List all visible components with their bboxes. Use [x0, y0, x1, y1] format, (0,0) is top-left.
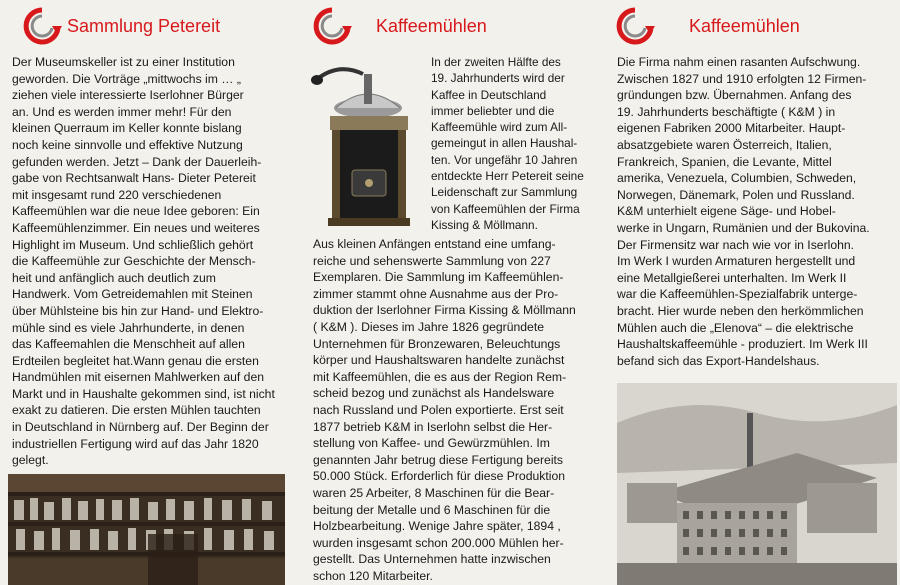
- column-heading: [605, 2, 900, 46]
- text-line: Kaffeemühlenzimmer. Ein neues und weiteres: [12, 220, 260, 235]
- text-line: eigenen Fabriken 2000 Mitarbeiter. Haupt-: [617, 121, 846, 136]
- text-line: Exemplaren. Die Sammlung im Kaffeemühlen-: [313, 270, 564, 285]
- text-line: gemeingut in allen Haushal-: [431, 136, 578, 151]
- text-line: mühle sind es viele Jahrhunderte, in denen: [12, 320, 245, 335]
- text-line: Markt und in Haushalte gekommen sind, ist nicht: [12, 386, 275, 401]
- text-line: über Mühlsteine bis hin zur Hand- und Elektro-: [12, 303, 264, 318]
- text-line: Kaffeemühlen war die neue Idee geboren: Ein: [12, 204, 260, 219]
- text-line: Die Firma nahm einen rasanten Aufschwung.: [617, 55, 861, 69]
- text-line: Kissing & Möllmann.: [431, 217, 538, 232]
- text-line: ten. Vor ungefähr 10 Jahren: [431, 152, 578, 167]
- text-line: war die Kaffeemühlen-Spezialfabrik unterge-: [617, 287, 858, 302]
- text-line: befand sich das Export-Handelshaus.: [617, 353, 820, 368]
- text-line: Leidenschaft zur Sammlung: [431, 185, 578, 200]
- text-line: Handwerk. Vom Getreidemahlen mit Steinen: [12, 287, 253, 302]
- text-line: immer beliebter und die: [431, 103, 555, 118]
- red-arrow-swirl-logo-icon: [22, 6, 62, 46]
- text-line: scheid bezog und zunächst als Handelsware: [313, 386, 555, 401]
- text-line: bracht. Hier wurde neben den herkömmlichen: [617, 303, 864, 318]
- column-heading: [300, 2, 605, 46]
- text-line: stellung von Kaffee- und Gewürzmühlen. Im: [313, 436, 550, 451]
- text-line: Kaffee in Deutschland: [431, 87, 547, 102]
- text-line: mit Kaffeemühlen, die es aus der Region Rem-: [313, 369, 567, 384]
- text-line: Kaffeemühle wird zum All-: [431, 120, 568, 135]
- text-line: Haushaltskaffeemühle - produziert. Im Werk III: [617, 337, 868, 352]
- text-line: Norwegen, Dänemark, Polen und Russland.: [617, 187, 855, 202]
- text-line: genannten Jahr betrug diese Fertigung bereits: [313, 452, 564, 467]
- text-line: wurden insgesamt schon 200.000 Mühlen her-: [313, 535, 564, 550]
- text-line: reiche und sehenswerte Sammlung von 227: [313, 253, 551, 268]
- text-line: In der zweiten Hälfte des: [431, 55, 561, 69]
- text-line: 1877 betrieb K&M in Iserlohn selbst die Her-: [313, 419, 553, 434]
- intro-text: [431, 54, 601, 233]
- factory-illustration: [617, 383, 897, 585]
- text-line: duktion der Iserlohner Firma Kissing & Möllmann: [313, 303, 576, 318]
- text-line: beitung der Metalle und 6 Maschinen für die: [313, 502, 551, 517]
- column-kaffeemuehlen-1: [300, 0, 605, 585]
- text-line: mit insgesamt rund 220 verschiedenen: [12, 187, 222, 202]
- column-heading: [0, 2, 300, 46]
- text-line: gestellt. Das Unternehmen hatte inzwischen: [313, 552, 551, 567]
- text-line: Unternehmen für Bronzewaren, Beleuchtungs: [313, 336, 561, 351]
- text-line: Handmühlen mit eisernen Mahlwerken auf den: [12, 370, 265, 385]
- museum-cellar-photo: [8, 474, 285, 585]
- text-line: werke in Ungarn, Rumänien und der Bukovina.: [617, 220, 870, 235]
- red-arrow-swirl-logo-icon: [312, 6, 352, 46]
- body-text: [12, 54, 282, 469]
- coffee-grinder-image: [308, 60, 426, 230]
- body-text: [313, 236, 602, 584]
- text-line: die Kaffeemühle zur Geschichte der Mensch-: [12, 254, 256, 269]
- text-line: gefunden werden. Jetzt – Dank der Dauerleih-: [12, 154, 262, 169]
- text-line: industriellen Fertigung wird auf das Jahr 1820: [12, 436, 259, 451]
- text-line: an. Und es werden immer mehr! Für den: [12, 104, 232, 119]
- text-line: nach Russland und Polen exportierte. Erst seit: [313, 402, 564, 417]
- text-line: Der Firmensitz war nach wie vor in Iserlohn.: [617, 237, 855, 252]
- text-line: gabe von Rechtsanwalt Hans- Dieter Petereit: [12, 171, 256, 186]
- heading-title: Sammlung Petereit: [67, 16, 221, 36]
- text-line: entdeckte Herr Petereit seine: [431, 169, 584, 184]
- text-line: 19. Jahrhunderts beschäftigte ( K&M ) in: [617, 104, 836, 119]
- text-line: 19. Jahrhunderts wird der: [431, 71, 565, 86]
- red-arrow-swirl-logo-icon: [615, 6, 655, 46]
- text-line: in Deutschland in Nürnberg auf. Der Beginn der: [12, 420, 269, 435]
- text-line: 50.000 Stück. Erforderlich für diese Produktion: [313, 469, 566, 484]
- text-line: das Kaffeemahlen die Menschheit auf allen: [12, 337, 245, 352]
- text-line: ziehen viele interessierte Iserlohner Bürger: [12, 88, 244, 103]
- body-text: [617, 54, 894, 369]
- text-line: körper und Haushaltswaren handelte zunächst: [313, 353, 565, 368]
- column-sammlung-petereit: [0, 0, 300, 585]
- text-line: exakt zu datieren. Die ersten Mühlen tauchten: [12, 403, 261, 418]
- text-line: Highlight im Museum. Und schließlich gehört: [12, 237, 254, 252]
- heading-title: Kaffeemühlen: [376, 16, 487, 36]
- text-line: K&M unterhielt eigene Säge- und Hobel-: [617, 204, 836, 219]
- text-line: noch keine sinnvolle und effektive Nutzung: [12, 137, 243, 152]
- text-line: Zwischen 1827 und 1910 erfolgten 12 Firmen-: [617, 71, 867, 86]
- text-line: geworden. Die Vorträge „mittwochs im … „: [12, 71, 241, 86]
- text-line: heit und anfänglich auch deutlich zum: [12, 270, 216, 285]
- text-line: Aus kleinen Anfängen entstand eine umfang-: [313, 237, 556, 251]
- text-line: kleinen Querraum im Keller konnte bislang: [12, 121, 242, 136]
- text-line: schon 120 Mitarbeiter.: [313, 568, 433, 583]
- text-line: Im Werk I wurden Armaturen hergestellt und: [617, 254, 856, 269]
- text-line: Frankreich, Spanien, die Levante, Mittel: [617, 154, 832, 169]
- text-line: gelegt.: [12, 453, 49, 468]
- text-line: Holzbearbeitung. Wenige Jahre später, 1894 ,: [313, 519, 561, 534]
- text-line: Erdteilen begleitet hat.Wann genau die ersten: [12, 353, 259, 368]
- text-line: zimmer stammt ohne Ausnahme aus der Pro-: [313, 286, 559, 301]
- text-line: Der Museumskeller ist zu einer Institution: [12, 55, 235, 69]
- text-line: absatzgebiete waren Österreich, Italien,: [617, 137, 832, 152]
- text-line: ( K&M ). Dieses im Jahre 1826 gegründete: [313, 319, 544, 334]
- text-line: von Kaffeemühlen der Firma: [431, 201, 580, 216]
- text-line: Mühlen auch die „Elenova“ – die elektrische: [617, 320, 854, 335]
- text-line: eine Metallgießerei unterhalten. Im Werk II: [617, 270, 847, 285]
- text-line: waren 25 Arbeiter, 8 Maschinen für die Bear-: [313, 485, 555, 500]
- text-line: amerika, Venezuela, Columbien, Schweden,: [617, 171, 857, 186]
- text-line: gründungen bzw. Übernahmen. Anfang des: [617, 88, 852, 103]
- heading-title: Kaffeemühlen: [689, 16, 800, 36]
